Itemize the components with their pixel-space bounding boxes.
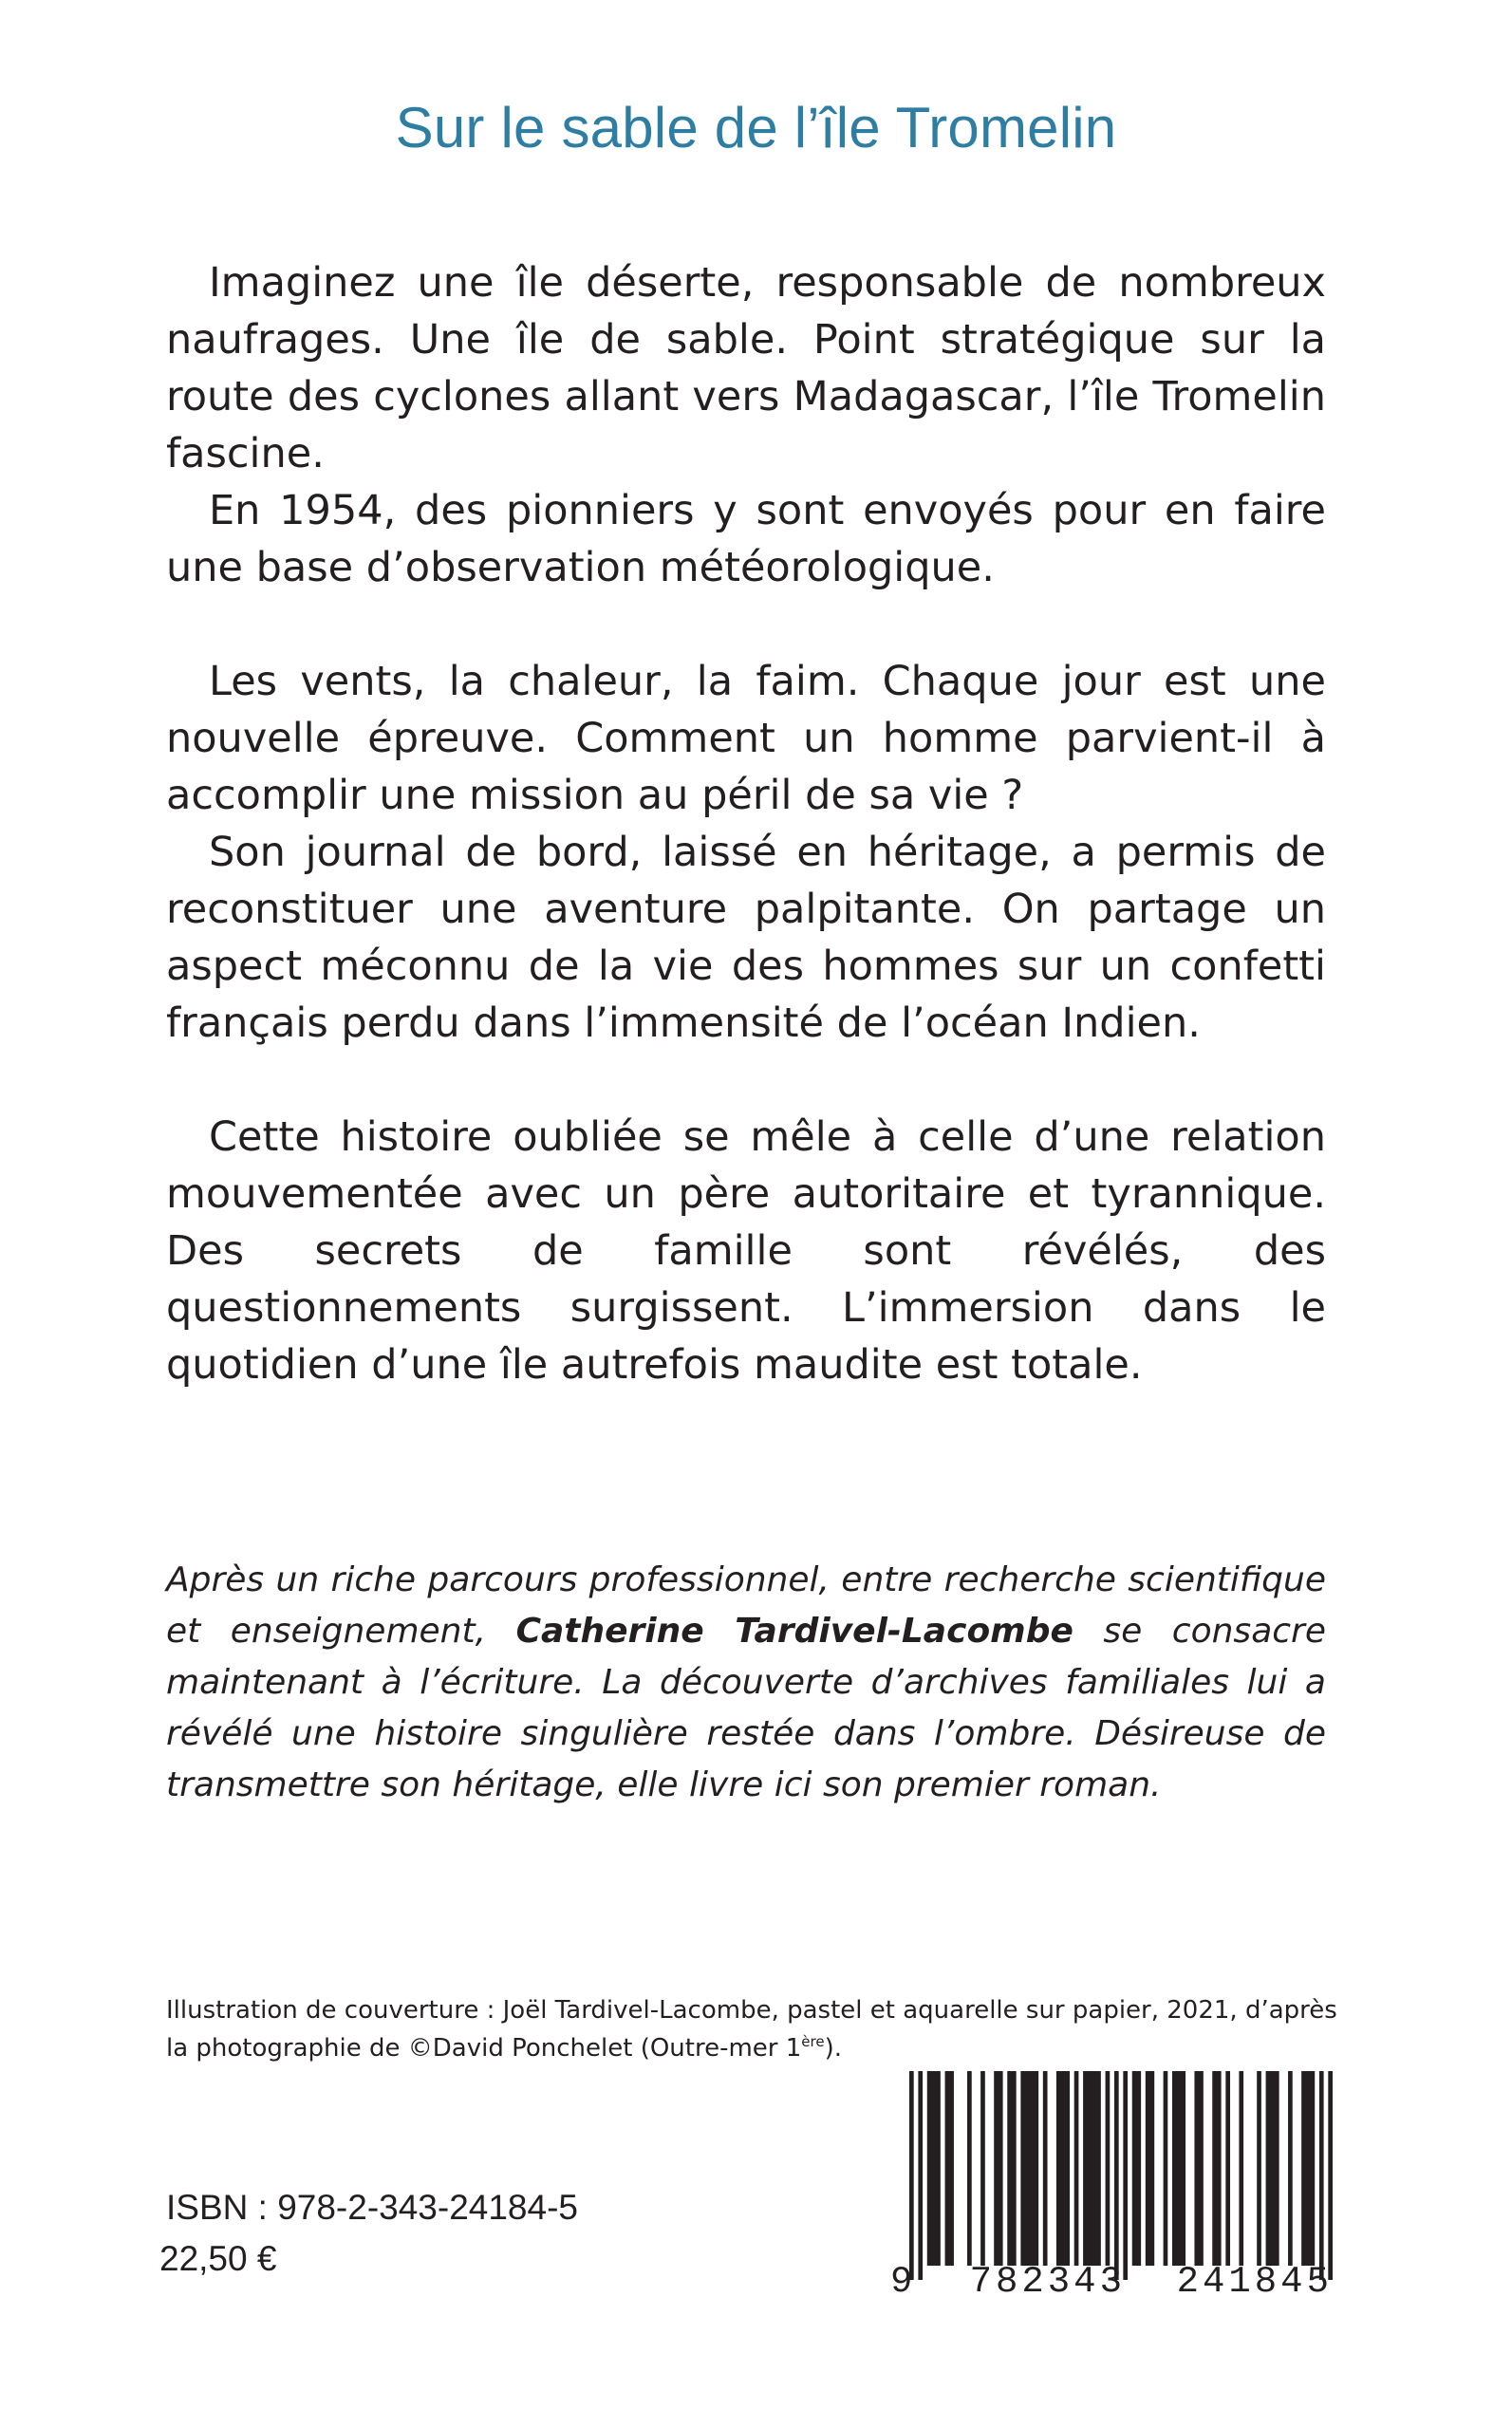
barcode-bar [994,2071,1002,2266]
barcode-guard-bar [1319,2071,1324,2280]
author-bio-intro: Après un riche parcours professionnel, entre recherche scientifique et enseignement, [166,1560,1326,1651]
barcode-bar [980,2071,985,2266]
synopsis-paragraph-2: En 1954, des pionniers y sont envoyés pour en faire une base d’observation météorologique. [166,487,1326,591]
cover-credit [166,1991,1343,2067]
barcode-guard-bar [1328,2071,1333,2280]
barcode-bar [1212,2071,1221,2266]
barcode-bar [1266,2071,1279,2266]
barcode-bar [927,2071,941,2266]
barcode-bar [945,2071,954,2266]
barcode-bar [1106,2071,1111,2266]
barcode-bar [1043,2071,1048,2266]
barcode-guard-bar [909,2071,914,2280]
barcode-bars [890,2064,1333,2280]
barcode-bar [1288,2071,1293,2266]
synopsis-paragraph-4: Son journal de bord, laissé en héritage, a permis de reconstituer une aventure palpitante. On partage un aspect méconnu de la vie des hommes sur un confetti français perdu dans l’immensité de l’océan Indien. [166,829,1326,1047]
synopsis [166,254,1326,1393]
barcode-left-digits: 782343 [969,2261,1126,2303]
isbn-barcode [890,2064,1333,2303]
barcode-bar [1132,2071,1141,2266]
barcode-bar [1257,2071,1261,2266]
synopsis-paragraph-1: Imaginez une île déserte, responsable de nombreux naufrages. Une île de sable. Point stratégique sur la route des cyclones allant vers Madagascar, l’île Tromelin fascine. [166,259,1326,477]
barcode-bar [1301,2071,1315,2266]
barcode-bar [1194,2071,1203,2266]
isbn: ISBN : 978-2-343-24184-5 [166,2188,578,2227]
author-bio-rest: se consacre maintenant à l’écriture. La découverte d’archives familiales lui a révélé une histoire singulière restée dans l’ombre. Désireuse de transmettre son héritage, elle livre ici son premier roman. [166,1612,1326,1804]
price: 22,50 € [159,2239,277,2278]
barcode-bar [1164,2071,1168,2266]
barcode-bar [1225,2071,1230,2266]
barcode-guard-bar [1123,2071,1128,2280]
barcode-guard-bar [1114,2071,1119,2280]
cover-credit-superscript: ère [801,2033,825,2050]
barcode-bar [1239,2071,1243,2266]
barcode-digits [890,2263,1333,2301]
synopsis-paragraph-5: Cette histoire oubliée se mêle à celle d’une relation mouvementée avec un père autoritaire et tyrannique. Des secrets de famille sont révélés, des questionnements surgissent. L’immersion dans le quotidien d’une île autrefois maudite est totale. [166,1113,1326,1389]
barcode-bar [1007,2071,1016,2266]
cover-credit-text: Illustration de couverture : Joël Tardivel-Lacombe, pastel et aquarelle sur papier, 2021, d’après la photographie de ©David Ponchelet (Outre-mer 1 [166,1996,1337,2063]
barcode-right-digits: 241845 [1176,2261,1333,2303]
barcode-bar [967,2071,972,2266]
barcode-bar [1074,2071,1079,2266]
barcode-guard-bar [918,2071,923,2280]
barcode-bar [1172,2071,1185,2266]
synopsis-paragraph-3: Les vents, la chaleur, la faim. Chaque jour est une nouvelle épreuve. Comment un homme parvient-il à accomplir une mission au péril de sa vie ? [166,658,1326,819]
author-bio [166,1555,1326,1811]
cover-credit-close: ). [824,2034,843,2063]
barcode-bar [1083,2071,1101,2266]
author-name: Catherine Tardivel-Lacombe [515,1612,1073,1651]
back-cover-title: Sur le sable de l’île Tromelin [395,96,1117,159]
barcode-bar [1056,2071,1070,2266]
barcode-bar [1020,2071,1038,2266]
barcode-bar [1146,2071,1154,2266]
barcode-lead-digit: 9 [890,2261,913,2303]
